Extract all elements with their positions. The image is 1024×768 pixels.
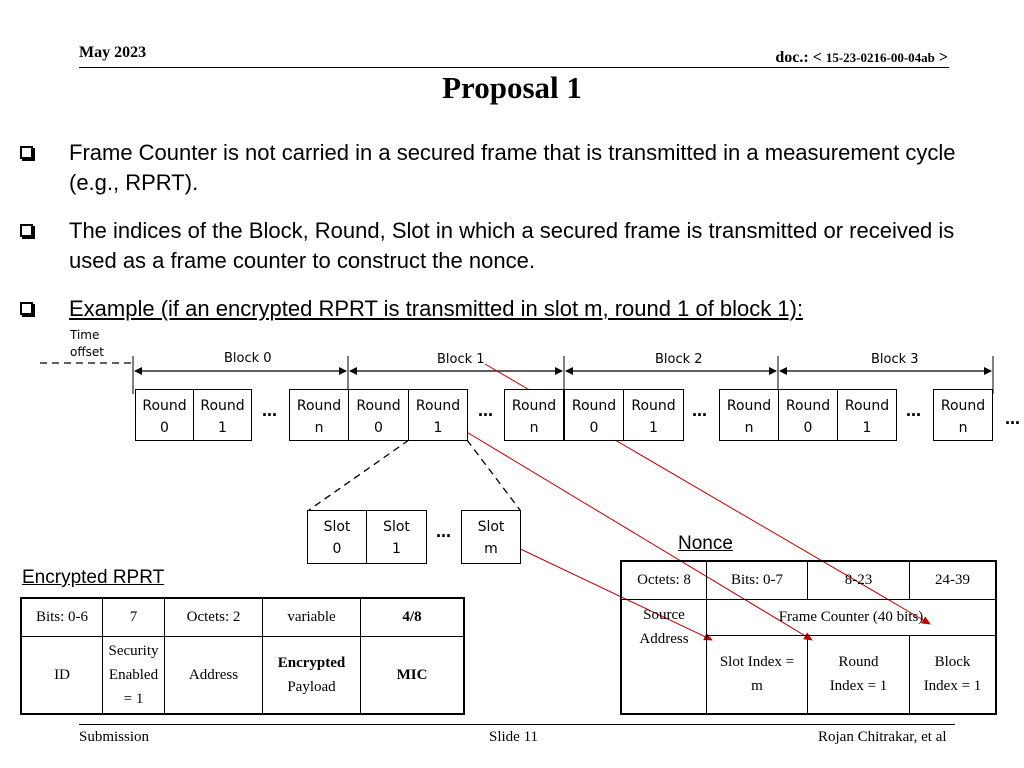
nonce-table <box>620 560 997 715</box>
source-address-cell: Source Address <box>621 599 707 714</box>
footer-slide-number: Slide 11 <box>489 729 539 745</box>
bullet-3-text: Example (if an encrypted RPRT is transmitted in slot m, round 1 of block 1): <box>69 296 804 321</box>
footer-submission: Submission <box>79 729 150 745</box>
round-cell: Round 1 <box>193 389 252 441</box>
round-cell: Round 0 <box>348 389 409 441</box>
header-cell: Bits: 0-6 <box>21 598 103 636</box>
round-cell: Round n <box>933 389 993 441</box>
ellipsis: … <box>692 402 707 420</box>
round-cell: Round 1 <box>623 389 684 441</box>
footer-divider <box>79 724 955 725</box>
round-index-cell: Round Index = 1 <box>808 635 910 714</box>
ellipsis: … <box>436 523 451 541</box>
header-cell: Bits: 0-7 <box>707 561 808 599</box>
mic-cell: MIC <box>361 636 465 714</box>
round-cell: Round 0 <box>564 389 624 441</box>
round-cell: Round n <box>289 389 349 441</box>
block-label-1: Block 1 <box>437 352 485 367</box>
nonce-title: Nonce <box>678 533 733 554</box>
header-date: May 2023 <box>79 44 147 61</box>
frame-counter-cell: Frame Counter (40 bits) <box>707 599 997 635</box>
ellipsis: … <box>1005 410 1020 428</box>
header-cell: 4/8 <box>361 598 465 636</box>
footer-author: Rojan Chitrakar, et al <box>818 729 947 745</box>
encrypted-rprt-table <box>20 597 465 715</box>
zoom-line-right <box>467 440 520 510</box>
header-cell: 24-39 <box>910 561 997 599</box>
block-index-cell: Block Index = 1 <box>910 635 997 714</box>
slide-title: Proposal 1 <box>442 70 582 105</box>
slot-cell-m: Slot m <box>461 510 521 564</box>
block-label-3: Block 3 <box>871 352 919 367</box>
header-cell: Octets: 8 <box>621 561 707 599</box>
round-cell-selected: Round 1 <box>408 389 468 441</box>
encrypted-rprt-title: Encrypted RPRT <box>22 567 165 588</box>
round-cell: Round n <box>504 389 564 441</box>
time-offset-line2: offset <box>70 345 104 359</box>
round-cell: Round 0 <box>778 389 838 441</box>
bullet-1-text: Frame Counter is not carried in a secured frame that is transmitted in a measurement cycle (e.g., RPRT). <box>69 140 956 195</box>
round-cell: Round 0 <box>135 389 194 441</box>
id-cell: ID <box>21 636 103 714</box>
slot-index-cell: Slot Index = m <box>707 635 808 714</box>
header-cell: 8-23 <box>808 561 910 599</box>
block-label-2: Block 2 <box>655 352 703 367</box>
encrypted-payload-cell: Encrypted Payload <box>263 636 361 714</box>
slot-cell: Slot 1 <box>366 510 427 564</box>
doc-number: 15-23-0216-00-04ab <box>825 50 935 65</box>
bullet-2-text: The indices of the Block, Round, Slot in which a secured frame is transmitted or received is used as a frame counter to construct the nonce. <box>69 218 955 273</box>
ellipsis: … <box>262 402 277 420</box>
zoom-line-left <box>309 440 409 510</box>
ellipsis: … <box>478 402 493 420</box>
security-enabled-cell: Security Enabled = 1 <box>103 636 165 714</box>
ellipsis: … <box>906 402 921 420</box>
slot-cell: Slot 0 <box>307 510 367 564</box>
block-label-0: Block 0 <box>224 351 272 366</box>
address-cell: Address <box>165 636 263 714</box>
time-offset-line1: Time <box>70 328 100 342</box>
header-cell: variable <box>263 598 361 636</box>
doc-prefix: doc.: <box>775 49 809 66</box>
round-cell: Round n <box>719 389 779 441</box>
doc-gt: > <box>938 49 948 66</box>
doc-lt: < <box>812 49 822 66</box>
header-cell: Octets: 2 <box>165 598 263 636</box>
round-cell: Round 1 <box>837 389 897 441</box>
header-cell: 7 <box>103 598 165 636</box>
